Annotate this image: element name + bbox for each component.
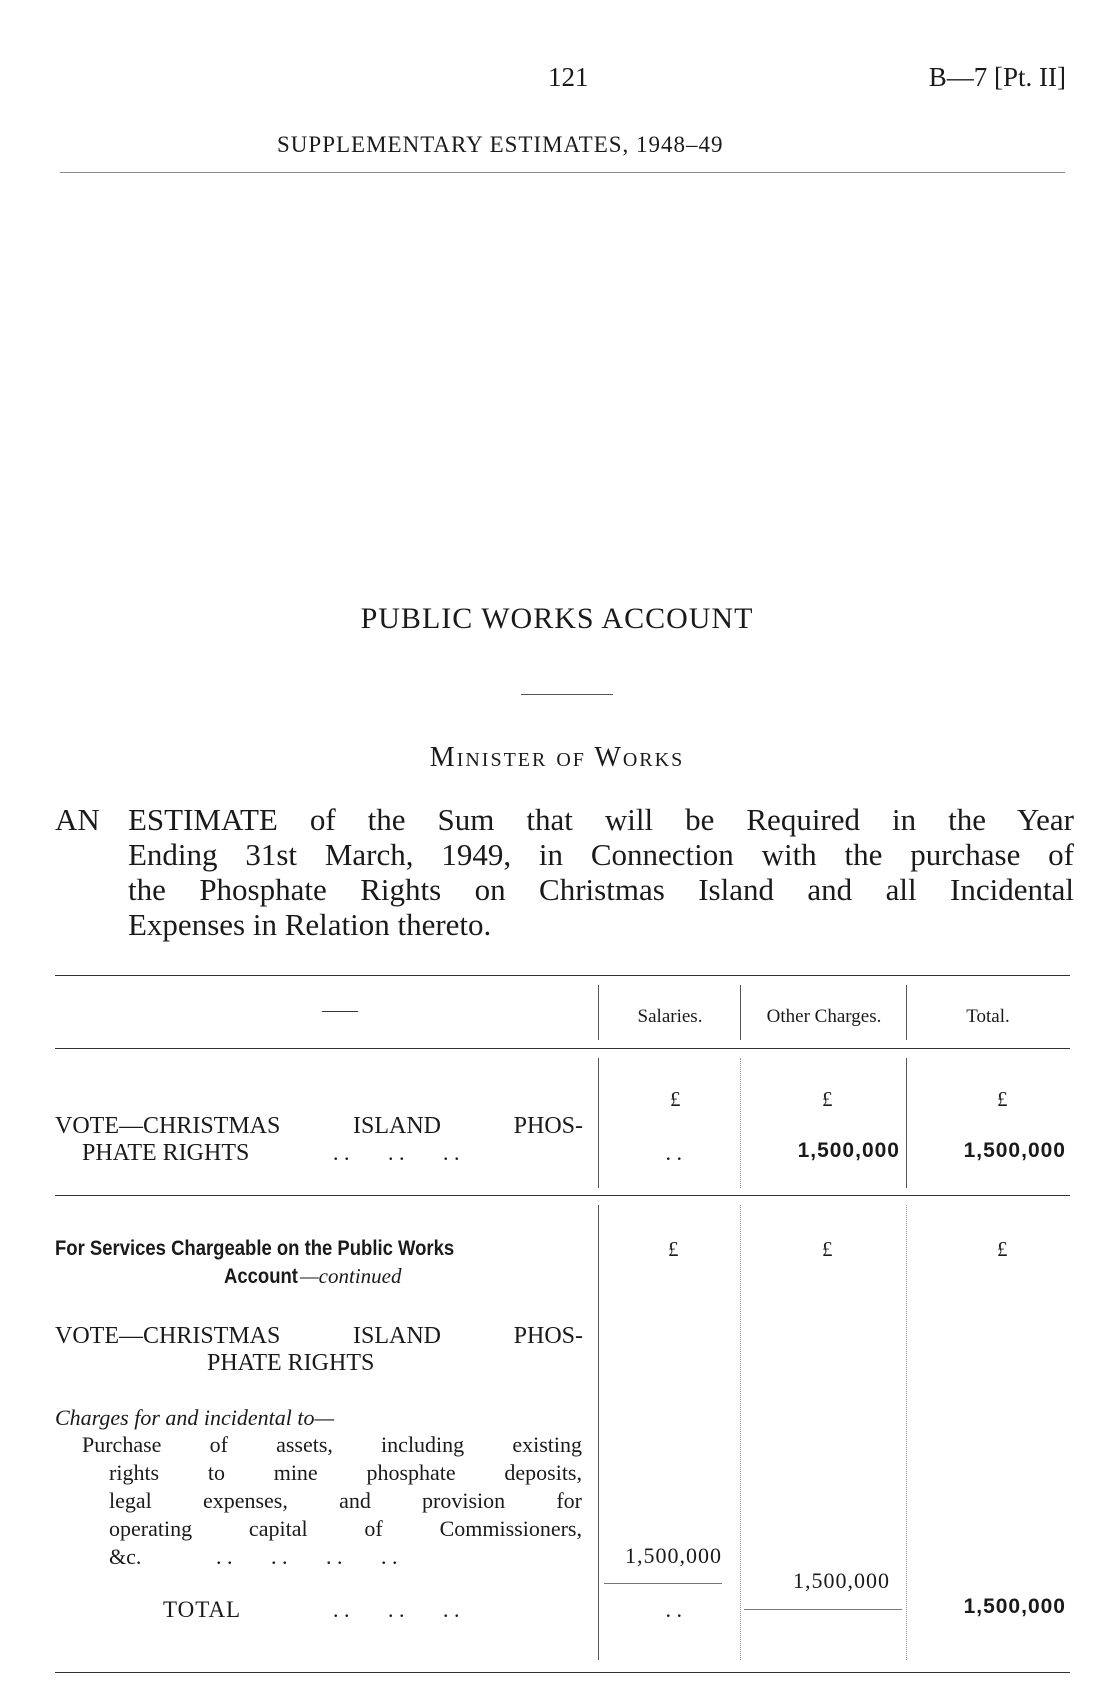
summary-row-label-line-2: PHATE RIGHTS <box>82 1140 250 1166</box>
summary-row-leaders: . . . . . . <box>333 1140 460 1165</box>
charges-heading: Charges for and incidental to— <box>55 1405 335 1430</box>
summary-bottom-rule <box>55 1195 1070 1196</box>
total-leaders: . . . . . . <box>333 1597 460 1622</box>
document-reference: B—7 [Pt. II] <box>928 62 1066 92</box>
item-line-4: operating capital of Commissioners, <box>109 1516 582 1541</box>
total-label: TOTAL <box>163 1597 242 1622</box>
item-line-3: legal expenses, and provision for <box>109 1488 582 1513</box>
detail-col-divider-1 <box>598 1205 599 1660</box>
running-title: SUPPLEMENTARY ESTIMATES, 1948–49 <box>277 132 724 157</box>
currency-total: £ <box>997 1087 1008 1111</box>
summary-col-divider-1 <box>598 985 599 1040</box>
section-heading-account: Account <box>224 1265 298 1288</box>
detail-col-divider-3 <box>906 1205 907 1660</box>
header-salaries: Salaries. <box>637 1006 703 1027</box>
detail-currency-salaries: £ <box>668 1237 679 1261</box>
currency-other-charges: £ <box>822 1087 833 1111</box>
total-amount: 1,500,000 <box>963 1595 1066 1618</box>
item-amount: 1,500,000 <box>625 1543 722 1568</box>
intro-line-3: the Phosphate Rights on Christmas Island and all Incidental <box>128 872 1074 907</box>
detail-bottom-rule <box>55 1672 1070 1673</box>
summary-col-divider-2 <box>740 985 741 1040</box>
summary-table-top-rule <box>55 975 1070 976</box>
total-salaries: . . <box>665 1597 682 1622</box>
section-heading-line-1: For Services Chargeable on the Public Works <box>55 1237 455 1260</box>
detail-vote-line-2: PHATE RIGHTS <box>207 1350 375 1376</box>
detail-col-divider-2 <box>740 1205 741 1660</box>
header-other-charges: Other Charges. <box>766 1006 882 1027</box>
other-charges-subtotal: 1,500,000 <box>793 1568 890 1593</box>
salaries-subtotal-rule <box>604 1583 722 1584</box>
item-line-2: rights to mine phosphate deposits, <box>109 1460 582 1485</box>
section-heading-line-2 <box>224 1264 401 1289</box>
page-number: 121 <box>548 62 589 92</box>
title-rule <box>521 694 613 695</box>
item-leaders: . . . . . . . . <box>216 1544 398 1569</box>
detail-currency-total: £ <box>997 1237 1008 1261</box>
intro-lead: AN <box>55 802 100 837</box>
account-title: PUBLIC WORKS ACCOUNT <box>360 602 754 635</box>
detail-vote-line-1: VOTE—CHRISTMAS ISLAND PHOS- <box>55 1323 583 1349</box>
summary-row-other-charges: 1,500,000 <box>797 1139 900 1162</box>
minister-title: Minister of Works <box>429 742 685 773</box>
detail-currency-other-charges: £ <box>822 1237 833 1261</box>
header-total: Total. <box>966 1006 1010 1027</box>
currency-salaries: £ <box>670 1087 681 1111</box>
section-heading-continued: —continued <box>300 1264 402 1288</box>
intro-line-1: ESTIMATE of the Sum that will be Required in the Year <box>128 802 1074 837</box>
intro-line-4: Expenses in Relation thereto. <box>128 907 492 942</box>
summary-row-label-line-1: VOTE—CHRISTMAS ISLAND PHOS- <box>55 1113 583 1139</box>
summary-body-divider-1 <box>598 1058 599 1188</box>
summary-header-rule <box>55 1048 1070 1049</box>
summary-col-divider-3 <box>906 985 907 1040</box>
summary-body-divider-2 <box>740 1058 741 1188</box>
summary-row-total: 1,500,000 <box>963 1139 1066 1162</box>
summary-row-salaries: . . <box>665 1140 682 1165</box>
header-rule <box>60 172 1065 173</box>
intro-line-2: Ending 31st March, 1949, in Connection with the purchase of <box>128 837 1074 872</box>
header-item-dash: —— <box>322 1000 358 1020</box>
summary-body-divider-3 <box>906 1058 907 1188</box>
other-charges-subtotal-rule <box>744 1609 902 1610</box>
item-line-1: Purchase of assets, including existing <box>82 1432 582 1457</box>
item-line-5: &c. <box>109 1544 142 1569</box>
